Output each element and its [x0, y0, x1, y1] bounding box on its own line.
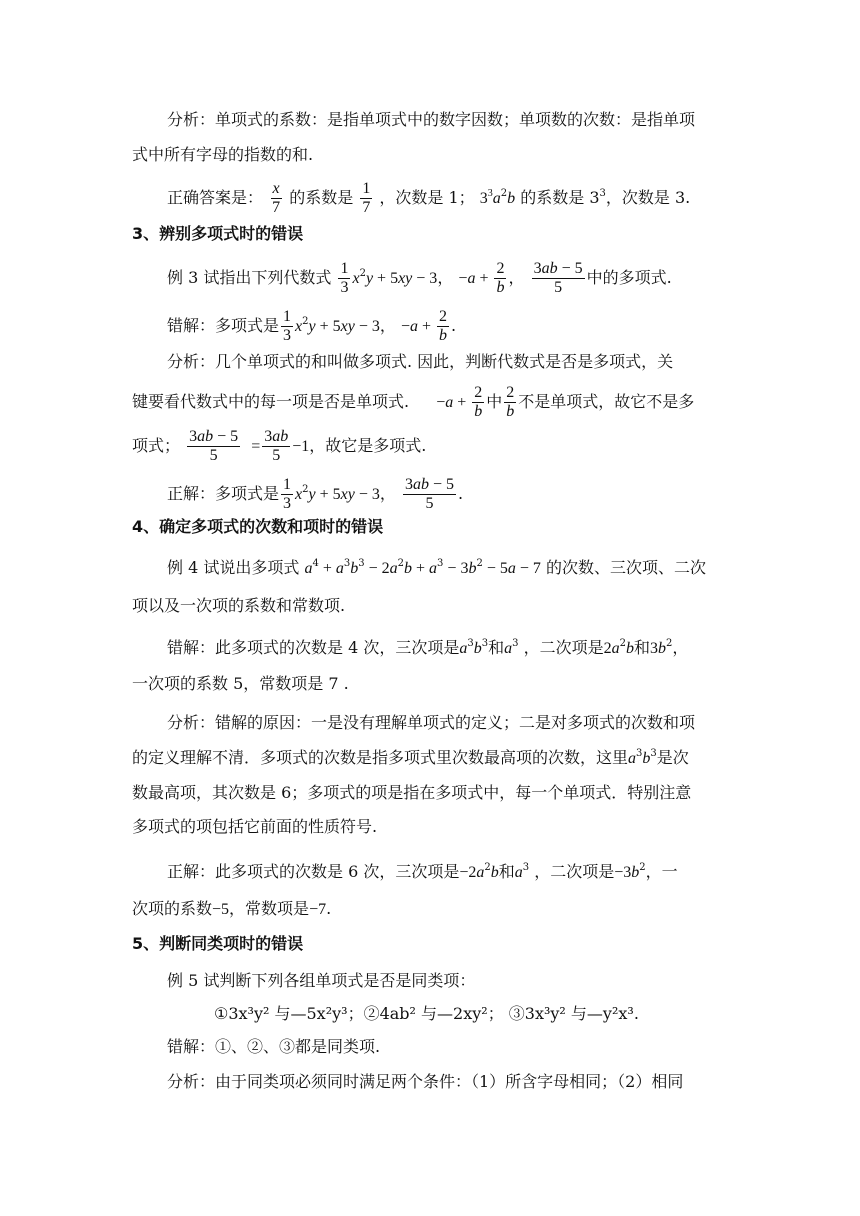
analysis-4-line-1: 分析：错解的原因：一是没有理解单项式的定义；二是对多项式的次数和项 [167, 713, 696, 732]
wrong-answer-4-line-2: 一次项的系数 5，常数项是 7 . [132, 674, 349, 693]
section-3-heading: 3、辨别多项式时的错误 [132, 224, 304, 243]
section-4-heading: 4、确定多项式的次数和项时的错误 [132, 517, 384, 536]
example-3: 例 3 试指出下列代数式 $\frac{1}{3}$ $x^2y + 5xy - 3$， −a + $\frac{2}{b}$ ， $\frac{3ab - 5}{5}$ 中的多项式. [167, 260, 672, 296]
section-5-heading: 5、判断同类项时的错误 [132, 934, 304, 953]
fraction-x-over-7: $\frac{x}{7}$ [272, 180, 281, 216]
fraction-1-over-7: $\frac{1}{7}$ [362, 180, 371, 216]
example-5: 例 5 试判断下列各组单项式是否是同类项： [167, 971, 476, 990]
correct-answer-4: 正解：此多项式的次数是 6 次，三次项是$-2a^2b$和$a^3$ ，二次项是$-3b^2$，一 [167, 862, 678, 881]
analysis-5-line-1: 分析：由于同类项必须同时满足两个条件：（1）所含字母相同；（2）相同 [167, 1072, 684, 1091]
wrong-answer-3: 错解：多项式是 $\frac{1}{3}$ $x^2y + 5xy - 3$， −a + $\frac{2}{b}$ . [167, 308, 457, 344]
example-4: 例 4 试说出多项式 $a^4 + a^3b^3 - 2a^2b + a^3 - 3b^2 - 5a - 7$ 的次数、三次项、二次 [167, 558, 706, 577]
wrong-answer-5: 错解：①、②、③都是同类项. [167, 1037, 381, 1056]
analysis-2-line-1: 分析：单项式的系数：是指单项式中的数字因数；单项数的次数：是指单项 [167, 110, 696, 129]
correct-answer-4-line-2: 次项的系数−5，常数项是−7. [132, 899, 332, 918]
wrong-answer-4: 错解：此多项式的次数是 4 次，三次项是$a^3b^3$和$a^3$ ，二次项是$2a^2b$和$3b^2$， [167, 638, 689, 657]
example-5-items: ①3x³y² 与—5x²y³；②4ab² 与—2xy²； ③3x³y² 与—y²x³. [214, 1004, 639, 1023]
correct-answer-3: 正解：多项式是 $\frac{1}{3}$ $x^2y + 5xy - 3$， $\frac{3ab - 5}{5}$ . [167, 476, 464, 512]
analysis-3-line-1: 分析：几个单项式的和叫做多项式. 因此，判断代数式是否是多项式，关 [167, 352, 674, 371]
analysis-3-line-2: 键要看代数式中的每一项是否是单项式. −a + $\frac{2}{b}$ 中 $\frac{2}{b}$ 不是单项式，故它不是多 [132, 384, 695, 420]
analysis-4-line-3: 数最高项，其次数是 6；多项式的项是指在多项式中，每一个单项式．特别注意 [132, 783, 692, 802]
analysis-4-line-2: 的定义理解不清．多项式的次数是指多项式里次数最高项的次数，这里$a^3b^3$是次 [132, 748, 689, 767]
correct-answer-2: 正确答案是： $\frac{x}{7}$ 的系数是 $\frac{1}{7}$ ，次数是 1； $3^3a^2b$ 的系数是 $3^3$，次数是 3. [167, 180, 691, 216]
example-4-line-2: 项以及一次项的系数和常数项. [132, 596, 346, 615]
analysis-2-line-2: 式中所有字母的指数的和. [132, 145, 314, 164]
analysis-3-line-3: 项式； $\frac{3ab - 5}{5}$ = $\frac{3ab}{5}$ −1，故它是多项式. [132, 428, 427, 464]
analysis-4-line-4: 多项式的项包括它前面的性质符号. [132, 817, 378, 836]
